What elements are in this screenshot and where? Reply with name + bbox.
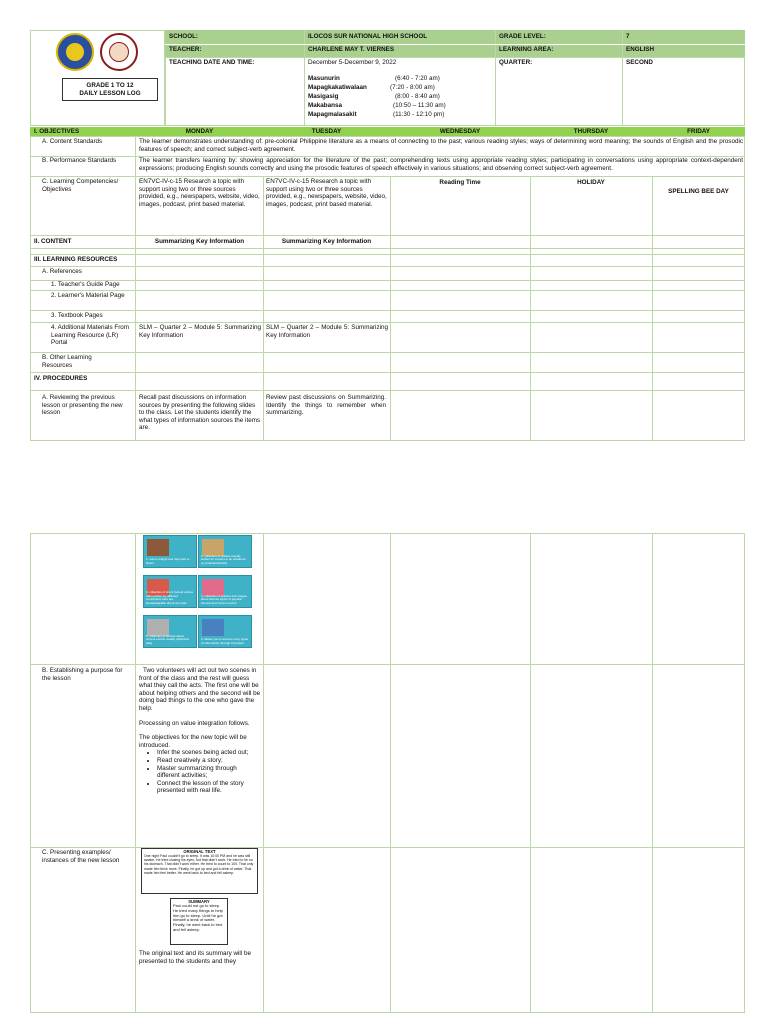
review-tuesday: Review past discussions on Summarizing. Identify the things to remember when summarizing. [266,394,386,417]
section-time: (8:00 - 8:40 am) [395,93,440,100]
examples-label: C. Presenting examples/ instances of the new lesson [42,849,120,864]
purpose-paragraph-3: The objectives for the new topic will be introduced. [139,734,247,749]
slide-thumbnail [143,535,197,568]
other-resources-label: B. Other Learning Resources [42,354,92,369]
slide-thumbnail [143,615,197,648]
summary-box [170,898,228,945]
original-text-title: ORIGINAL TEXT [183,849,216,854]
wednesday-heading: WEDNESDAY [439,128,481,135]
date-value: December 5-December 9, 2022 [308,59,397,66]
section-name: Masigasig [308,93,339,100]
dll-title-line2: DAILY LESSON LOG [79,89,141,97]
section-time: (11:30 - 12:10 pm) [393,111,445,118]
competencies-label: C. Learning Competencies/ Objectives [42,178,119,193]
content-label: II. CONTENT [34,238,72,245]
section-time: (10:50 – 11:30 am) [393,102,446,109]
competency-thursday: HOLIDAY [577,179,605,186]
grade-label: GRADE LEVEL: [499,33,546,40]
content-tuesday: Summarizing Key Information [281,238,372,245]
thursday-heading: THURSDAY [573,128,609,135]
objective-item: • Master summarizing through different activities; [157,765,261,780]
original-text-box [141,848,258,894]
section-name: Makabansa [308,102,342,109]
date-label: TEACHING DATE AND TIME: [169,59,255,66]
section-name: Masunurin [308,75,340,82]
friday-heading: FRIDAY [687,128,710,135]
purpose-text [139,667,261,795]
objectives-list [139,749,261,795]
summary-body: Paul could not go to sleep. He tried many things to help him go to sleep. Until he got himself a drink of water. Finally, he went back to bed and fell asleep. [173,903,223,932]
slide-thumbnail [143,575,197,608]
references-label: A. References [42,268,82,275]
lr-portal-label: 4. Additional Materials From Learning Resource (LR) Portal [51,324,130,347]
summary-title: SUMMARY [188,899,210,904]
content-monday: Summarizing Key Information [154,238,245,245]
competency-monday: EN7VC-IV-c-15 Research a topic with support using two or three sources provided, e.g., newspapers, website, video, images, podcast, print based material. [139,178,260,208]
competency-friday: SPELLING BEE DAY [668,188,729,195]
examples-monday: The original text and its summary will be presented to the students and they [139,950,251,965]
slide-caption: 1. some straight and topic fact or fiction [146,557,190,565]
review-monday: Recall past discussions on information sources by presenting the following slides to the class. Let the students identify the what types of information sources the items are. [139,394,261,432]
teachers-guide-label: 1. Teacher's Guide Page [51,281,120,288]
competency-wednesday: Reading Time [439,179,481,186]
slide-caption: 6. allows you to access many types of information through a browser [201,637,249,645]
slide-thumbnail [198,535,252,568]
section-name: Mapagmalasakit [308,111,357,118]
slide-caption: 2. collection of articles usually written for experts in an academic or professional field [201,553,246,565]
content-standards-label: A. Content Standards [42,138,103,145]
slide-thumbnail [198,575,252,608]
dll-title-line1: GRADE 1 TO 12 [86,82,134,89]
monday-heading: MONDAY [185,128,214,135]
learners-material-label: 2. Learner's Material Page [51,292,125,299]
objective-item: • Connect the lesson of the story presented with real life. [157,780,261,795]
original-text-body: One night Paul couldn't go to sleep. It was 10:00 PM and he was still awake. He tried closing his eyes, but that didn't work. He tried to lie on his stomach. That didn't work either. He tried to count to 100. That only made him think more. Finally, he got up and got a drink of water. That made him feel better. He went back to bed and fell asleep. [144,854,254,875]
resources-label: III. LEARNING RESOURCES [34,256,118,263]
school-seal-left [56,33,94,71]
quarter-value: SECOND [626,59,653,66]
slide-thumbnail [198,615,252,648]
purpose-paragraph-2: Processing on value integration follows. [139,719,250,727]
slide-caption: 3. collection of short, factual entries often written by different contributors who are knowledgeable about the topic [146,590,194,605]
textbook-pages-label: 3. Textbook Pages [51,312,103,319]
section-time: (6:40 - 7:20 am) [395,75,440,82]
grade-value: 7 [626,33,630,40]
review-label: A. Reviewing the previous lesson or presenting the new lesson [42,394,123,417]
school-seal-right [100,33,138,71]
slide-caption: 5. collection of articles about current events usually published daily [146,633,189,645]
area-value: ENGLISH [626,46,654,53]
teacher-value: CHARLENE MAY T. VIERNES [308,46,395,53]
competency-tuesday: EN7VC-IV-c-15 Research a topic with support using two or three sources provided, e.g., newspapers, website, video, images, podcast, print based material. [266,178,387,208]
lr-tuesday: SLM – Quarter 2 – Module 5: Summarizing Key Information [266,324,388,339]
purpose-label: B. Establishing a purpose for the lesson [42,667,123,682]
section-time: (7:20 - 8:00 am) [390,84,435,91]
dll-title-box [62,78,158,101]
slide-caption: 4. collection of articles and images about diverse topics of popular interest and current events [201,593,247,605]
lr-monday: SLM – Quarter 2 – Module 5: Summarizing Key Information [139,324,261,339]
content-standards-text: The learner demonstrates understanding of: pre-colonial Philippine literature as a means of connecting to the past; various reading styles; ways of determining word meaning; the sounds of English and the prosodic features of speech; and correct subject-verb agreement. [139,138,743,153]
tuesday-heading: TUESDAY [311,128,342,135]
objective-item: • Infer the scenes being acted out; [157,749,261,757]
quarter-label: QUARTER: [499,59,533,66]
purpose-paragraph-1: Two volunteers will act out two scenes in front of the class and the rest will guess what they call the acts. The first one will be about helping others and the second will be doing bad things to the one who gave the help. [139,667,261,712]
procedures-label: IV. PROCEDURES [34,375,88,382]
performance-standards-label: B. Performance Standards [42,157,117,164]
area-label: LEARNING AREA: [499,46,554,53]
performance-standards-text: The learner transfers learning by: showing appreciation for the literature of the past; comprehending texts using appropriate reading styles; participating in conversations using appropriate context-dependent expressions; producing English sounds correctly and using the prosodic features of speech effectively in various situations; and observing correct subject-verb agreement. [139,157,743,172]
school-label: SCHOOL: [169,33,199,40]
objective-item: • Read creatively a story; [157,757,261,765]
objectives-heading: I. OBJECTIVES [34,128,80,135]
school-value: ILOCOS SUR NATIONAL HIGH SCHOOL [308,33,428,40]
teacher-label: TEACHER: [169,46,202,53]
section-name: Mapagkakatiwalaan [308,84,367,91]
